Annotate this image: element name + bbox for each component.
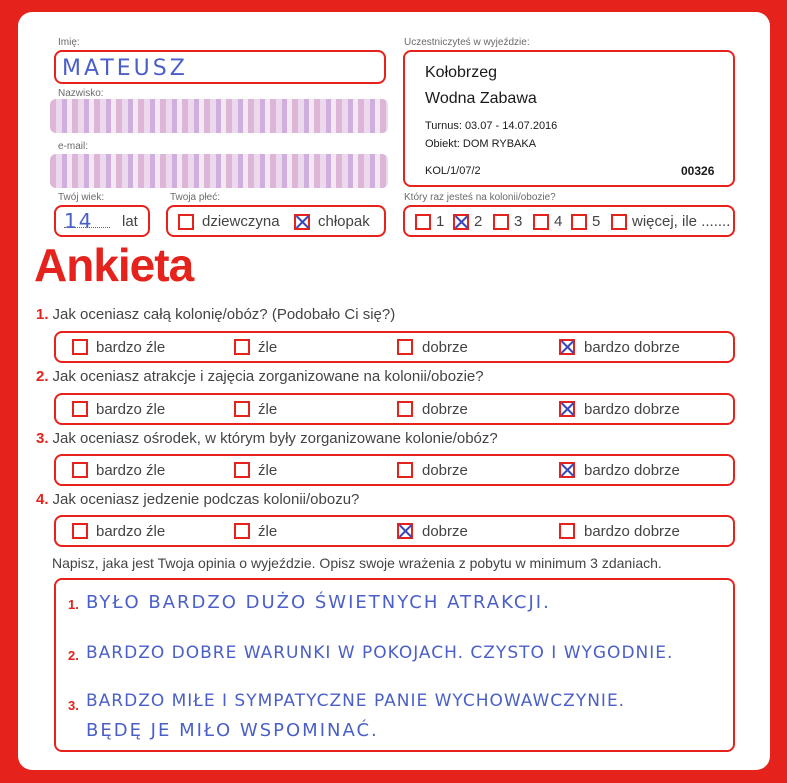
opinion-line-1: BYŁO BARDZO DUŻO ŚWIETNYCH ATRAKCJI.: [86, 592, 551, 613]
ktory-field: [403, 205, 735, 237]
q3-option-bardzo-dobrze: bardzo dobrze: [584, 462, 680, 479]
question-1-text: Jak oceniasz całą kolonię/obóz? (Podobało Ci się?): [52, 306, 396, 323]
q4-checkbox-dobrze[interactable]: [397, 523, 413, 539]
q3-option-zle: źle: [258, 462, 278, 479]
checkbox-chlopak[interactable]: [294, 214, 310, 230]
question-3-text: Jak oceniasz ośrodek, w którym były zorganizowane kolonie/obóz?: [52, 430, 498, 447]
q4-option-zle: źle: [258, 523, 278, 540]
ktory-option-1: 1: [436, 213, 445, 230]
trip-number: 00326: [681, 164, 715, 178]
q2-checkbox-zle[interactable]: [234, 401, 250, 417]
trip-city: Kołobrzeg: [425, 64, 498, 81]
q1-checkbox-bardzo-zle[interactable]: [72, 339, 88, 355]
question-4: [36, 491, 359, 508]
page-title: Ankieta: [34, 239, 194, 291]
question-2: [36, 368, 484, 385]
trip-box: [403, 50, 735, 187]
plec-label: Twoja płeć:: [170, 192, 221, 203]
opinion-box[interactable]: [54, 578, 735, 752]
checkbox-raz-4[interactable]: [533, 214, 549, 230]
q1-option-dobrze: dobrze: [422, 339, 468, 356]
question-1: [36, 306, 395, 323]
opinion-line-3-number: 3.: [68, 698, 79, 713]
imie-field[interactable]: [54, 50, 386, 84]
nazwisko-label: Nazwisko:: [58, 88, 104, 99]
q1-option-bardzo-zle: bardzo źle: [96, 339, 166, 356]
question-1-number: 1.: [36, 306, 49, 323]
q4-option-dobrze: dobrze: [422, 523, 468, 540]
opinion-line-1-number: 1.: [68, 597, 79, 612]
trip-label: Uczestniczyteś w wyjeździe:: [404, 37, 530, 48]
q1-checkbox-dobrze[interactable]: [397, 339, 413, 355]
q1-checkbox-zle[interactable]: [234, 339, 250, 355]
q4-checkbox-bardzo-zle[interactable]: [72, 523, 88, 539]
opinion-line-4: BĘDĘ JE MIŁO WSPOMINAĆ.: [86, 720, 379, 741]
question-3-number: 3.: [36, 430, 49, 447]
imie-value: MATEUSZ: [62, 56, 188, 81]
q4-checkbox-zle[interactable]: [234, 523, 250, 539]
checkbox-raz-5[interactable]: [571, 214, 587, 230]
q1-checkbox-bardzo-dobrze[interactable]: [559, 339, 575, 355]
trip-turnus: Turnus: 03.07 - 14.07.2016: [425, 120, 558, 132]
trip-name: Wodna Zabawa: [425, 90, 537, 107]
ktory-option-3: 3: [514, 213, 523, 230]
opinion-prompt: Napisz, jaka jest Twoja opinia o wyjeździe. Opisz swoje wrażenia z pobytu w minimum 3 zdaniach.: [52, 555, 662, 571]
q2-option-zle: źle: [258, 401, 278, 418]
wiek-field[interactable]: [54, 205, 150, 237]
q4-option-bardzo-zle: bardzo źle: [96, 523, 166, 540]
imie-label: Imię:: [58, 37, 80, 48]
q1-option-bardzo-dobrze: bardzo dobrze: [584, 339, 680, 356]
plec-field: [166, 205, 386, 237]
opinion-line-3: BARDZO MIŁE I SYMPATYCZNE PANIE WYCHOWAWCZYNIE.: [86, 691, 626, 711]
question-4-number: 4.: [36, 491, 49, 508]
answer-row-3: [54, 454, 735, 486]
q2-option-bardzo-zle: bardzo źle: [96, 401, 166, 418]
q3-checkbox-dobrze[interactable]: [397, 462, 413, 478]
q3-option-bardzo-zle: bardzo źle: [96, 462, 166, 479]
wiek-label: Twój wiek:: [58, 192, 105, 203]
checkbox-dziewczyna[interactable]: [178, 214, 194, 230]
answer-row-2: [54, 393, 735, 425]
checkbox-raz-2[interactable]: [453, 214, 469, 230]
q1-option-zle: źle: [258, 339, 278, 356]
question-2-text: Jak oceniasz atrakcje i zajęcia zorganizowane na kolonii/obozie?: [52, 368, 484, 385]
ktory-option-2: 2: [474, 213, 483, 230]
q2-checkbox-bardzo-zle[interactable]: [72, 401, 88, 417]
question-2-number: 2.: [36, 368, 49, 385]
q3-checkbox-bardzo-zle[interactable]: [72, 462, 88, 478]
email-redacted: [50, 154, 388, 188]
q3-checkbox-zle[interactable]: [234, 462, 250, 478]
ktory-label: Który raz jesteś na kolonii/obozie?: [404, 192, 556, 203]
checkbox-raz-1[interactable]: [415, 214, 431, 230]
plec-option-dziewczyna: dziewczyna: [202, 213, 280, 230]
q3-option-dobrze: dobrze: [422, 462, 468, 479]
answer-row-1: [54, 331, 735, 363]
wiek-value: 14: [64, 209, 94, 233]
q3-checkbox-bardzo-dobrze[interactable]: [559, 462, 575, 478]
q2-checkbox-bardzo-dobrze[interactable]: [559, 401, 575, 417]
ktory-option-5: 5: [592, 213, 601, 230]
q4-option-bardzo-dobrze: bardzo dobrze: [584, 523, 680, 540]
q2-option-bardzo-dobrze: bardzo dobrze: [584, 401, 680, 418]
wiek-unit: lat: [122, 213, 138, 230]
q2-checkbox-dobrze[interactable]: [397, 401, 413, 417]
ktory-option-wiecej: więcej, ile .......: [632, 213, 731, 230]
checkbox-raz-wiecej[interactable]: [611, 214, 627, 230]
checkbox-raz-3[interactable]: [493, 214, 509, 230]
opinion-line-2: BARDZO DOBRE WARUNKI W POKOJACH. CZYSTO I WYGODNIE.: [86, 643, 674, 663]
question-3: [36, 430, 498, 447]
q2-option-dobrze: dobrze: [422, 401, 468, 418]
trip-code: KOL/1/07/2: [425, 165, 481, 177]
q4-checkbox-bardzo-dobrze[interactable]: [559, 523, 575, 539]
trip-obiekt: Obiekt: DOM RYBAKA: [425, 138, 537, 150]
question-4-text: Jak oceniasz jedzenie podczas kolonii/obozu?: [52, 491, 360, 508]
ktory-option-4: 4: [554, 213, 563, 230]
answer-row-4: [54, 515, 735, 547]
plec-option-chlopak: chłopak: [318, 213, 370, 230]
email-label: e-mail:: [58, 141, 89, 152]
opinion-line-2-number: 2.: [68, 648, 79, 663]
nazwisko-redacted: [50, 99, 388, 133]
wiek-dots: [64, 227, 110, 228]
